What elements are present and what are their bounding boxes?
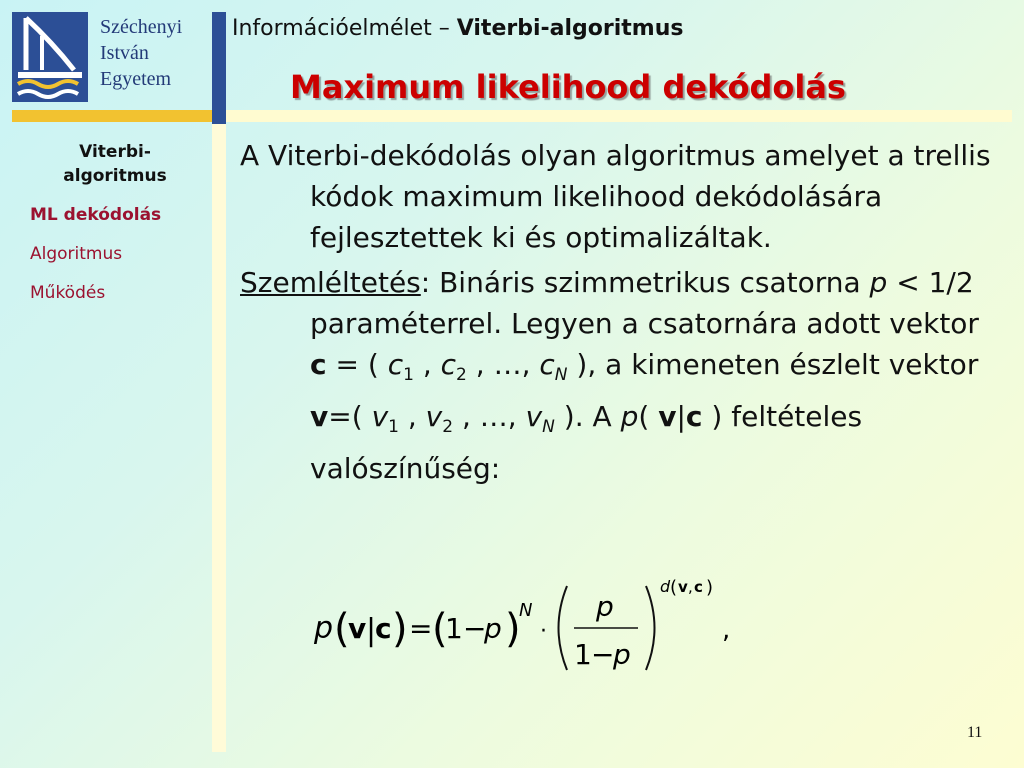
sidebar-nav: [20, 140, 210, 320]
logo-line-1: Széchenyi: [100, 16, 183, 38]
svg-text:=: =: [409, 612, 433, 645]
header-divider: [12, 110, 1012, 122]
university-logo: [12, 12, 88, 102]
course-prefix: Információelmélet –: [232, 16, 457, 41]
logo-line-2: István: [100, 42, 149, 64]
university-name: [100, 14, 182, 92]
paragraph-illustration: Szemléltetés: Bináris szimmetrikus csatorna p < 1/2 paraméterrel. Legyen a csatornára adott vektor c = ( $c_1$ , $c_2$ , …, $c_N$ ), a kimeneten észlelt vektor v=( $v_1$ , $v_2$ , …, $v_N$ ). A p( v|c ) feltételes valószínűség:: [240, 266, 979, 485]
text-run: < 1/2 paraméterrel. Legyen a csatornára adott vektor: [310, 266, 979, 340]
text-run: : Bináris szimmetrikus csatorna: [420, 266, 870, 299]
svg-text:1: 1: [574, 638, 592, 671]
text-run: feltételes valószínűség:: [310, 400, 863, 485]
svg-text:·: ·: [540, 619, 547, 644]
svg-text:v: v: [678, 578, 688, 596]
svg-text:(: (: [432, 606, 448, 652]
svg-text:−: −: [463, 612, 487, 645]
slide-body: [240, 135, 1000, 493]
svg-text:p: p: [314, 611, 334, 646]
likelihood-formula: [312, 578, 742, 678]
text-run: = (: [326, 348, 388, 381]
svg-text:c: c: [694, 578, 703, 596]
svg-text:): ): [706, 578, 714, 598]
sidebar-divider: [212, 12, 226, 752]
svg-text:,: ,: [688, 578, 693, 596]
text-run: =(: [328, 400, 372, 433]
svg-text:d: d: [660, 578, 671, 596]
sidebar-item-ml-decoding[interactable]: ML dekódolás: [30, 205, 162, 225]
sidebar-item-algorithm[interactable]: Algoritmus: [30, 244, 123, 264]
svg-text:p: p: [613, 638, 631, 671]
page-number: 11: [967, 724, 983, 741]
sidebar-item-operation[interactable]: Működés: [30, 283, 106, 303]
svg-text:p: p: [596, 590, 614, 623]
logo-line-3: Egyetem: [100, 68, 172, 90]
svg-text:p: p: [484, 612, 502, 645]
course-title: [232, 16, 683, 41]
paragraph-intro: A Viterbi-dekódolás olyan algoritmus amelyet a trellis kódok maximum likelihood dekódolására fejlesztettek ki és optimalizáltak.: [240, 139, 991, 254]
svg-text:(: (: [334, 606, 350, 652]
svg-text:|: |: [366, 613, 377, 648]
slide-title: Maximum likelihood dekódolás: [290, 68, 846, 106]
svg-text:v: v: [348, 612, 367, 645]
text-run: ). A: [554, 400, 621, 433]
svg-text:(: (: [670, 578, 678, 598]
illustration-label: Szemléltetés: [240, 266, 421, 299]
course-topic: Viterbi-algoritmus: [456, 16, 684, 41]
sidebar-item-viterbi[interactable]: Viterbi-algoritmus: [63, 142, 167, 186]
svg-text:−: −: [591, 638, 615, 671]
svg-text:1: 1: [445, 612, 463, 645]
svg-text:): ): [505, 606, 521, 652]
svg-text:): ): [392, 606, 408, 652]
formula-trailing-comma: ,: [722, 615, 731, 645]
text-run: ), a kimeneten észlelt vektor: [567, 348, 979, 381]
exponent-N: N: [519, 600, 533, 621]
svg-text:c: c: [375, 612, 392, 645]
